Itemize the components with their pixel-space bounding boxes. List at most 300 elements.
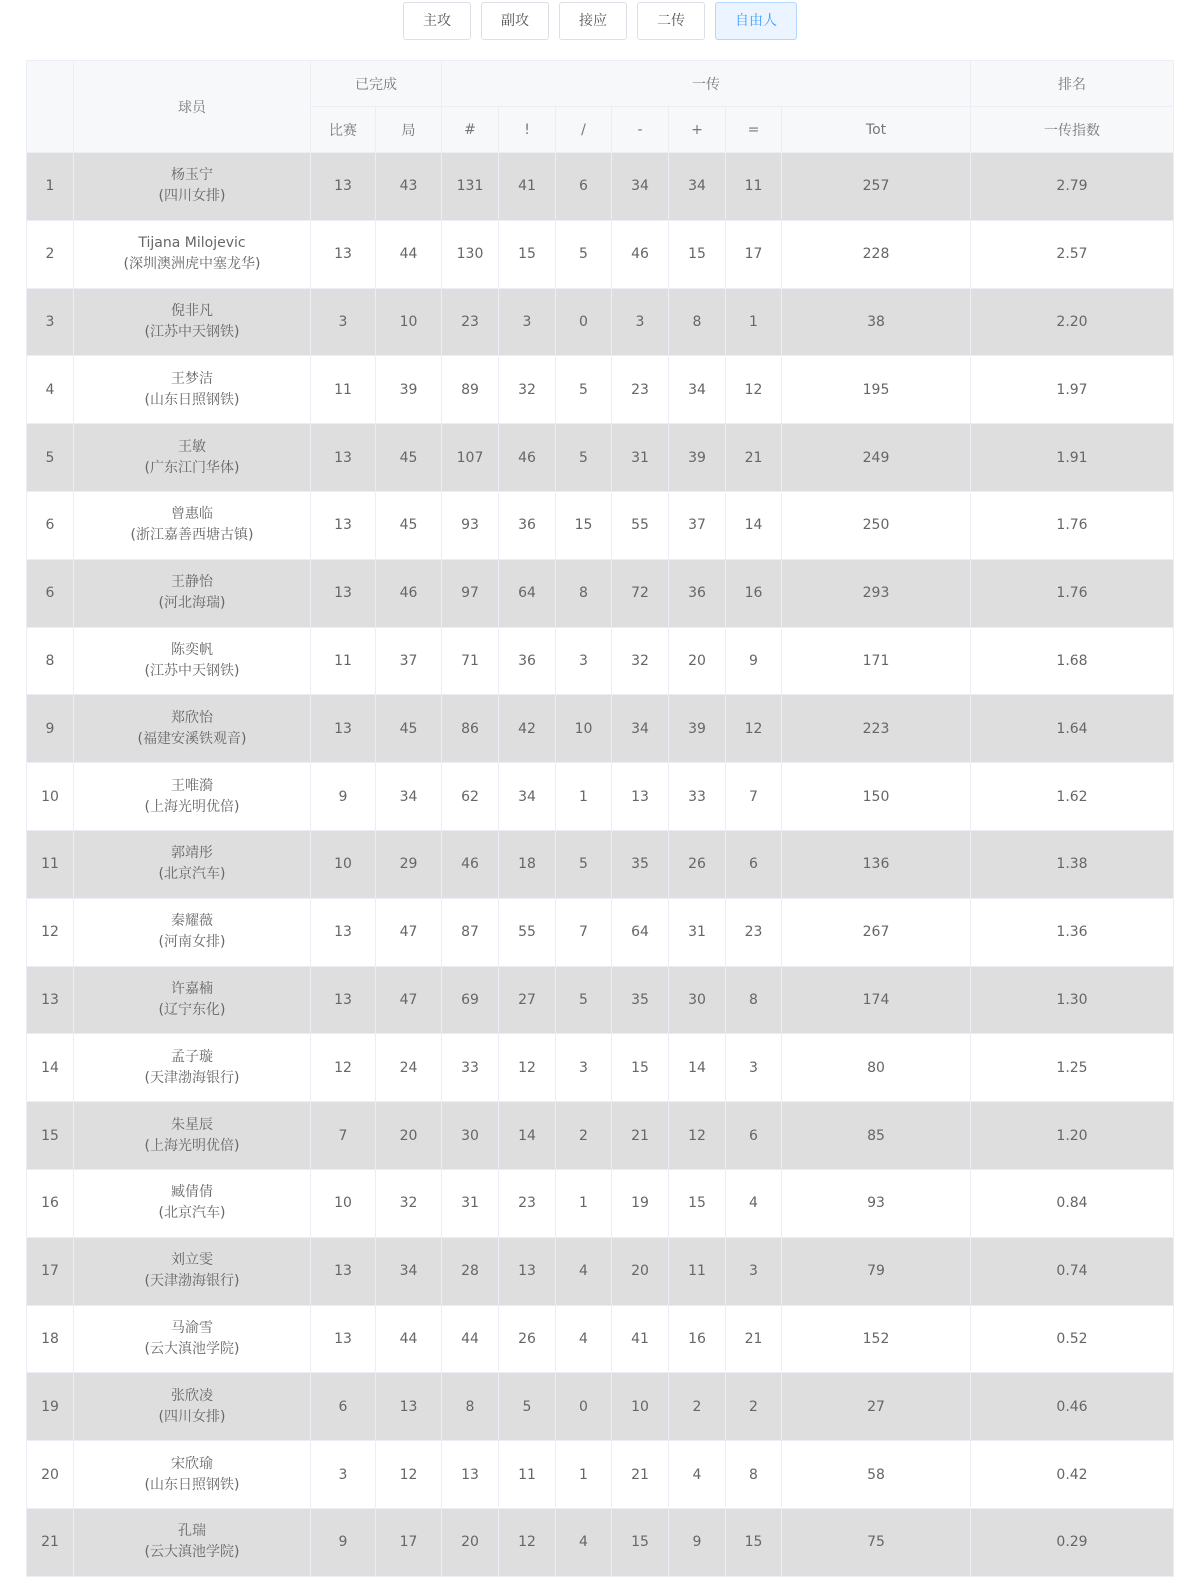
cell-player (74, 830, 311, 898)
cell-overpass: 0 (556, 288, 612, 356)
cell-player (74, 1373, 311, 1441)
cell-positive: 3 (499, 288, 556, 356)
cell-positive: 14 (499, 1102, 556, 1170)
cell-negative: 21 (612, 1441, 669, 1509)
cell-error: 21 (726, 1305, 782, 1373)
cell-negative: 23 (612, 356, 669, 424)
cell-overpass: 15 (556, 491, 612, 559)
cell-negative: 64 (612, 898, 669, 966)
cell-matches: 3 (311, 1441, 376, 1509)
cell-total: 75 (782, 1508, 971, 1576)
cell-good: 15 (669, 1169, 726, 1237)
cell-sets: 20 (376, 1102, 442, 1170)
tab-libero[interactable]: 自由人 (715, 2, 797, 40)
header-positive: ! (499, 107, 556, 153)
cell-player (74, 1305, 311, 1373)
cell-reception-index: 0.84 (971, 1169, 1174, 1237)
player-name: 臧倩倩 (171, 1184, 213, 1201)
table-row (27, 627, 1174, 695)
cell-positive: 55 (499, 898, 556, 966)
cell-good: 34 (669, 153, 726, 221)
cell-reception-index: 1.38 (971, 830, 1174, 898)
cell-total: 267 (782, 898, 971, 966)
cell-overpass: 5 (556, 424, 612, 492)
cell-sets: 17 (376, 1508, 442, 1576)
cell-matches: 13 (311, 898, 376, 966)
cell-positive: 36 (499, 491, 556, 559)
cell-overpass: 5 (556, 356, 612, 424)
cell-player (74, 153, 311, 221)
player-team: (江苏中天钢铁) (144, 662, 240, 679)
table-row (27, 1102, 1174, 1170)
cell-overpass: 7 (556, 898, 612, 966)
cell-perfect: 46 (442, 830, 499, 898)
table-row (27, 1305, 1174, 1373)
cell-positive: 26 (499, 1305, 556, 1373)
player-name: 王唯漪 (171, 777, 213, 794)
cell-player (74, 1034, 311, 1102)
cell-positive: 46 (499, 424, 556, 492)
cell-error: 9 (726, 627, 782, 695)
table-row (27, 1508, 1174, 1576)
table-row (27, 966, 1174, 1034)
cell-sets: 13 (376, 1373, 442, 1441)
cell-perfect: 20 (442, 1508, 499, 1576)
cell-sets: 10 (376, 288, 442, 356)
cell-total: 80 (782, 1034, 971, 1102)
cell-negative: 13 (612, 763, 669, 831)
cell-negative: 10 (612, 1373, 669, 1441)
table-row (27, 898, 1174, 966)
player-team: (河北海瑞) (158, 595, 226, 612)
cell-matches: 13 (311, 491, 376, 559)
player-team: (山东日照钢铁) (144, 1476, 240, 1493)
player-name: 王静怡 (171, 574, 213, 591)
cell-perfect: 107 (442, 424, 499, 492)
player-name: 刘立雯 (171, 1252, 213, 1269)
cell-positive: 41 (499, 153, 556, 221)
cell-good: 31 (669, 898, 726, 966)
cell-positive: 23 (499, 1169, 556, 1237)
player-name: 张欣凌 (171, 1387, 213, 1404)
cell-sets: 45 (376, 695, 442, 763)
cell-player (74, 627, 311, 695)
cell-overpass: 3 (556, 627, 612, 695)
player-name: 郭靖彤 (171, 845, 213, 862)
cell-rank: 20 (27, 1441, 74, 1509)
cell-rank: 1 (27, 153, 74, 221)
cell-reception-index: 1.62 (971, 763, 1174, 831)
cell-total: 79 (782, 1237, 971, 1305)
cell-sets: 24 (376, 1034, 442, 1102)
cell-sets: 44 (376, 220, 442, 288)
table-row (27, 1441, 1174, 1509)
cell-reception-index: 1.25 (971, 1034, 1174, 1102)
cell-good: 9 (669, 1508, 726, 1576)
cell-perfect: 8 (442, 1373, 499, 1441)
cell-overpass: 3 (556, 1034, 612, 1102)
player-name: 马渝雪 (171, 1319, 213, 1336)
cell-overpass: 5 (556, 830, 612, 898)
cell-player (74, 966, 311, 1034)
cell-good: 30 (669, 966, 726, 1034)
cell-reception-index: 1.30 (971, 966, 1174, 1034)
player-team: (河南女排) (158, 934, 226, 951)
cell-matches: 13 (311, 153, 376, 221)
cell-overpass: 4 (556, 1508, 612, 1576)
reception-stats-table (26, 60, 1174, 1577)
cell-matches: 12 (311, 1034, 376, 1102)
cell-sets: 47 (376, 898, 442, 966)
cell-total: 223 (782, 695, 971, 763)
cell-good: 26 (669, 830, 726, 898)
player-team: (四川女排) (158, 1408, 226, 1425)
cell-positive: 42 (499, 695, 556, 763)
cell-positive: 27 (499, 966, 556, 1034)
cell-reception-index: 0.74 (971, 1237, 1174, 1305)
cell-rank: 9 (27, 695, 74, 763)
player-team: (福建安溪铁观音) (137, 730, 247, 747)
table-body (27, 153, 1174, 1577)
cell-negative: 32 (612, 627, 669, 695)
cell-perfect: 69 (442, 966, 499, 1034)
cell-positive: 15 (499, 220, 556, 288)
player-team: (四川女排) (158, 188, 226, 205)
player-name: 宋欣瑜 (171, 1455, 213, 1472)
header-perfect: # (442, 107, 499, 153)
cell-sets: 29 (376, 830, 442, 898)
cell-good: 8 (669, 288, 726, 356)
header-rank-blank (27, 61, 74, 153)
table-row (27, 695, 1174, 763)
player-name: 王敏 (178, 438, 206, 455)
cell-total: 152 (782, 1305, 971, 1373)
cell-matches: 6 (311, 1373, 376, 1441)
cell-rank: 12 (27, 898, 74, 966)
cell-matches: 10 (311, 830, 376, 898)
table-row (27, 1034, 1174, 1102)
tab-middle-blocker[interactable]: 副攻 (481, 2, 549, 40)
cell-matches: 9 (311, 763, 376, 831)
cell-player (74, 1441, 311, 1509)
table-row (27, 830, 1174, 898)
cell-negative: 72 (612, 559, 669, 627)
cell-player (74, 1508, 311, 1576)
cell-perfect: 44 (442, 1305, 499, 1373)
cell-perfect: 93 (442, 491, 499, 559)
cell-negative: 15 (612, 1508, 669, 1576)
cell-error: 8 (726, 966, 782, 1034)
cell-total: 150 (782, 763, 971, 831)
cell-good: 2 (669, 1373, 726, 1441)
cell-total: 38 (782, 288, 971, 356)
player-team: (江苏中天钢铁) (144, 323, 240, 340)
header-overpass: / (556, 107, 612, 153)
cell-rank: 15 (27, 1102, 74, 1170)
cell-error: 2 (726, 1373, 782, 1441)
cell-player (74, 898, 311, 966)
cell-perfect: 23 (442, 288, 499, 356)
cell-positive: 18 (499, 830, 556, 898)
cell-negative: 19 (612, 1169, 669, 1237)
table-row (27, 424, 1174, 492)
tab-opposite[interactable]: 接应 (559, 2, 627, 40)
cell-rank: 4 (27, 356, 74, 424)
cell-total: 293 (782, 559, 971, 627)
cell-negative: 35 (612, 966, 669, 1034)
cell-good: 34 (669, 356, 726, 424)
cell-positive: 34 (499, 763, 556, 831)
player-team: (上海光明优倍) (144, 798, 240, 815)
cell-rank: 14 (27, 1034, 74, 1102)
cell-negative: 31 (612, 424, 669, 492)
cell-perfect: 71 (442, 627, 499, 695)
player-name: 孔瑞 (178, 1523, 206, 1540)
table-header (27, 61, 1174, 153)
cell-total: 249 (782, 424, 971, 492)
cell-reception-index: 2.57 (971, 220, 1174, 288)
cell-rank: 11 (27, 830, 74, 898)
cell-matches: 3 (311, 288, 376, 356)
cell-total: 136 (782, 830, 971, 898)
table-row (27, 1169, 1174, 1237)
cell-rank: 16 (27, 1169, 74, 1237)
cell-reception-index: 1.64 (971, 695, 1174, 763)
header-matches: 比赛 (311, 107, 376, 153)
cell-matches: 13 (311, 1237, 376, 1305)
cell-perfect: 28 (442, 1237, 499, 1305)
player-name: 许嘉楠 (171, 980, 213, 997)
cell-rank: 5 (27, 424, 74, 492)
player-team: (山东日照钢铁) (144, 391, 240, 408)
cell-sets: 45 (376, 424, 442, 492)
cell-perfect: 89 (442, 356, 499, 424)
header-sets: 局 (376, 107, 442, 153)
table-row (27, 559, 1174, 627)
player-team: (天津渤海银行) (144, 1273, 240, 1290)
cell-total: 58 (782, 1441, 971, 1509)
cell-positive: 12 (499, 1508, 556, 1576)
cell-reception-index: 1.91 (971, 424, 1174, 492)
cell-total: 228 (782, 220, 971, 288)
cell-total: 171 (782, 627, 971, 695)
cell-overpass: 1 (556, 1169, 612, 1237)
cell-matches: 7 (311, 1102, 376, 1170)
cell-total: 174 (782, 966, 971, 1034)
cell-error: 3 (726, 1034, 782, 1102)
cell-good: 12 (669, 1102, 726, 1170)
cell-sets: 44 (376, 1305, 442, 1373)
cell-negative: 41 (612, 1305, 669, 1373)
cell-reception-index: 0.42 (971, 1441, 1174, 1509)
cell-reception-index: 0.46 (971, 1373, 1174, 1441)
cell-good: 39 (669, 424, 726, 492)
cell-positive: 13 (499, 1237, 556, 1305)
cell-error: 17 (726, 220, 782, 288)
cell-rank: 2 (27, 220, 74, 288)
cell-overpass: 8 (556, 559, 612, 627)
cell-negative: 3 (612, 288, 669, 356)
cell-player (74, 424, 311, 492)
cell-reception-index: 0.52 (971, 1305, 1174, 1373)
cell-sets: 47 (376, 966, 442, 1034)
cell-perfect: 31 (442, 1169, 499, 1237)
player-team: (北京汽车) (158, 866, 226, 883)
cell-player (74, 356, 311, 424)
cell-error: 1 (726, 288, 782, 356)
tab-outside-hitter[interactable]: 主攻 (403, 2, 471, 40)
cell-reception-index: 1.97 (971, 356, 1174, 424)
cell-rank: 6 (27, 559, 74, 627)
table-row (27, 1237, 1174, 1305)
cell-total: 93 (782, 1169, 971, 1237)
player-name: 陈奕帆 (171, 641, 213, 658)
cell-error: 23 (726, 898, 782, 966)
cell-overpass: 4 (556, 1305, 612, 1373)
cell-matches: 13 (311, 695, 376, 763)
cell-player (74, 288, 311, 356)
player-name: 王梦洁 (171, 370, 213, 387)
player-name: 曾惠临 (171, 506, 213, 523)
player-name: 倪非凡 (171, 302, 213, 319)
cell-total: 195 (782, 356, 971, 424)
header-first-pass: 一传 (442, 61, 971, 107)
cell-negative: 21 (612, 1102, 669, 1170)
cell-error: 12 (726, 356, 782, 424)
header-total: Tot (782, 107, 971, 153)
tab-setter[interactable]: 二传 (637, 2, 705, 40)
cell-matches: 13 (311, 424, 376, 492)
cell-positive: 12 (499, 1034, 556, 1102)
player-team: (浙江嘉善西塘古镇) (130, 527, 254, 544)
player-team: (云大滇池学院) (144, 1544, 240, 1561)
cell-error: 16 (726, 559, 782, 627)
cell-player (74, 1102, 311, 1170)
cell-good: 37 (669, 491, 726, 559)
cell-error: 6 (726, 830, 782, 898)
cell-error: 7 (726, 763, 782, 831)
player-name: 秦耀薇 (171, 913, 213, 930)
cell-matches: 13 (311, 220, 376, 288)
cell-perfect: 86 (442, 695, 499, 763)
cell-overpass: 1 (556, 763, 612, 831)
player-team: (广东江门华体) (144, 459, 240, 476)
cell-reception-index: 1.68 (971, 627, 1174, 695)
cell-player (74, 220, 311, 288)
cell-rank: 21 (27, 1508, 74, 1576)
cell-negative: 46 (612, 220, 669, 288)
cell-sets: 37 (376, 627, 442, 695)
cell-good: 11 (669, 1237, 726, 1305)
player-name: 郑欣怡 (171, 709, 213, 726)
cell-positive: 5 (499, 1373, 556, 1441)
cell-player (74, 695, 311, 763)
cell-positive: 11 (499, 1441, 556, 1509)
cell-good: 15 (669, 220, 726, 288)
cell-error: 4 (726, 1169, 782, 1237)
cell-perfect: 33 (442, 1034, 499, 1102)
cell-perfect: 87 (442, 898, 499, 966)
cell-error: 21 (726, 424, 782, 492)
table-row (27, 356, 1174, 424)
cell-matches: 11 (311, 627, 376, 695)
cell-sets: 45 (376, 491, 442, 559)
cell-rank: 19 (27, 1373, 74, 1441)
header-good: + (669, 107, 726, 153)
cell-player (74, 559, 311, 627)
cell-rank: 10 (27, 763, 74, 831)
cell-positive: 36 (499, 627, 556, 695)
player-team: (辽宁东化) (158, 1001, 226, 1018)
cell-overpass: 10 (556, 695, 612, 763)
player-name: 杨玉宁 (171, 167, 213, 184)
cell-overpass: 1 (556, 1441, 612, 1509)
cell-rank: 6 (27, 491, 74, 559)
cell-reception-index: 1.36 (971, 898, 1174, 966)
cell-rank: 18 (27, 1305, 74, 1373)
cell-total: 257 (782, 153, 971, 221)
cell-player (74, 1169, 311, 1237)
cell-error: 15 (726, 1508, 782, 1576)
cell-overpass: 6 (556, 153, 612, 221)
cell-negative: 55 (612, 491, 669, 559)
cell-negative: 20 (612, 1237, 669, 1305)
player-team: (上海光明优倍) (144, 1137, 240, 1154)
cell-matches: 13 (311, 559, 376, 627)
cell-sets: 39 (376, 356, 442, 424)
cell-perfect: 30 (442, 1102, 499, 1170)
cell-rank: 13 (27, 966, 74, 1034)
cell-error: 11 (726, 153, 782, 221)
cell-total: 250 (782, 491, 971, 559)
cell-rank: 3 (27, 288, 74, 356)
header-player: 球员 (74, 61, 311, 153)
cell-reception-index: 2.79 (971, 153, 1174, 221)
cell-positive: 64 (499, 559, 556, 627)
player-name: 孟子璇 (171, 1048, 213, 1065)
cell-rank: 8 (27, 627, 74, 695)
cell-matches: 10 (311, 1169, 376, 1237)
cell-negative: 15 (612, 1034, 669, 1102)
table-row (27, 1373, 1174, 1441)
cell-reception-index: 1.76 (971, 491, 1174, 559)
player-team: (深圳澳洲虎中塞龙华) (123, 256, 261, 273)
cell-error: 14 (726, 491, 782, 559)
table-row (27, 220, 1174, 288)
header-ranking: 排名 (971, 61, 1174, 107)
header-negative: - (612, 107, 669, 153)
table-row (27, 288, 1174, 356)
cell-negative: 34 (612, 153, 669, 221)
cell-matches: 13 (311, 966, 376, 1034)
cell-negative: 35 (612, 830, 669, 898)
cell-sets: 34 (376, 763, 442, 831)
cell-negative: 34 (612, 695, 669, 763)
cell-total: 85 (782, 1102, 971, 1170)
cell-good: 14 (669, 1034, 726, 1102)
table-row (27, 153, 1174, 221)
cell-reception-index: 2.20 (971, 288, 1174, 356)
cell-good: 16 (669, 1305, 726, 1373)
cell-reception-index: 1.20 (971, 1102, 1174, 1170)
cell-player (74, 763, 311, 831)
player-team: (云大滇池学院) (144, 1340, 240, 1357)
cell-good: 36 (669, 559, 726, 627)
cell-player (74, 491, 311, 559)
cell-overpass: 5 (556, 966, 612, 1034)
header-reception-index: 一传指数 (971, 107, 1174, 153)
cell-sets: 43 (376, 153, 442, 221)
